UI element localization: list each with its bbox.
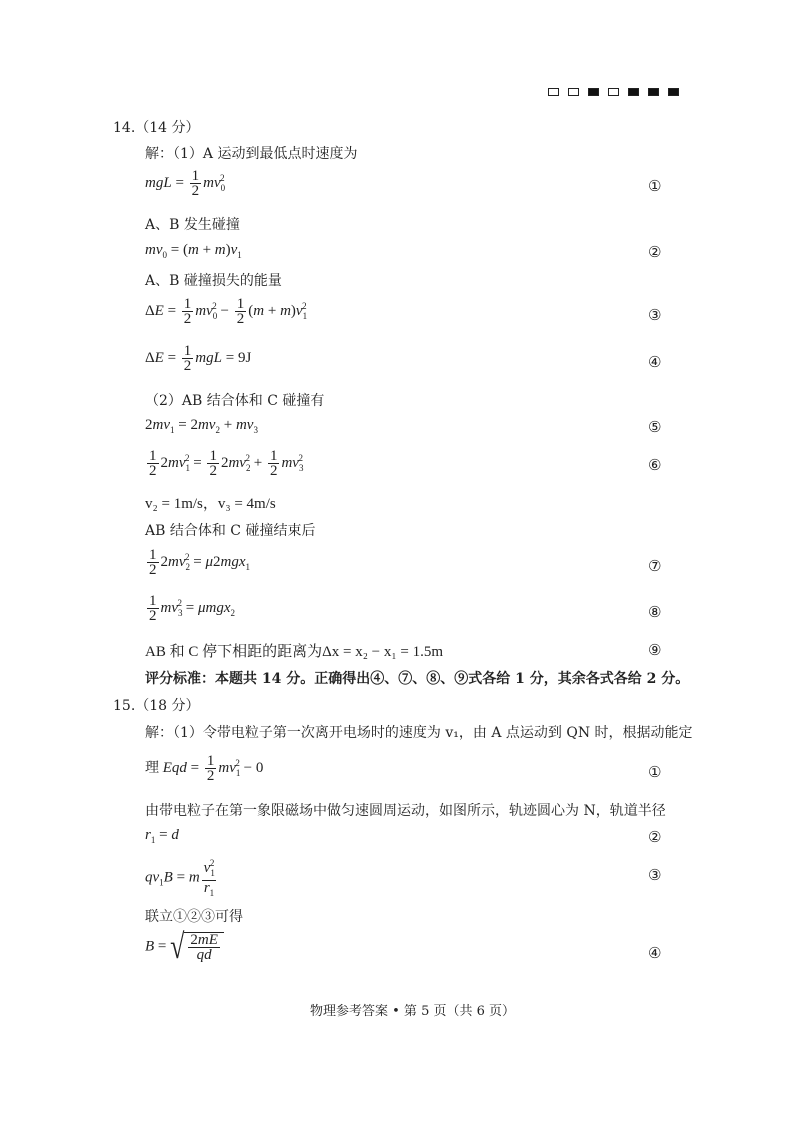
mark-14-4: ④ bbox=[648, 353, 662, 371]
mark-15-2: ② bbox=[648, 828, 662, 846]
mark-14-8: ⑧ bbox=[648, 603, 662, 621]
eq14-4: ΔE = $\frac{1}{2}$ mgL = 9J bbox=[145, 343, 252, 374]
eq15-4: B = √ $\frac{2mE}{qd}$ bbox=[145, 932, 224, 962]
mark-15-4: ④ bbox=[648, 944, 662, 962]
page-footer: 物理参考答案 • 第 5 页（共 6 页） bbox=[310, 1004, 516, 1019]
mark-14-6: ⑥ bbox=[648, 456, 662, 474]
square-7 bbox=[668, 88, 679, 96]
mark-15-1: ① bbox=[648, 763, 662, 781]
eq14-3: ΔE = $\frac{1}{2}$ $mv_0^2$ − $\frac{1}{2}$ $(m + m)v_1^2$ bbox=[145, 296, 308, 327]
eq14-1: mgL = $\frac{1}{2}$ $mv_0^2$ bbox=[145, 168, 226, 199]
square-5 bbox=[628, 88, 639, 96]
eq14-5: $2mv_1 = 2mv_2 + mv_3$ bbox=[145, 417, 258, 435]
square-1 bbox=[548, 88, 559, 96]
q14-part1-intro: 解：（1）A 运动到最低点时速度为 bbox=[145, 146, 358, 162]
mark-14-9: ⑨ bbox=[648, 641, 662, 659]
mark-15-3: ③ bbox=[648, 866, 662, 884]
mark-14-7: ⑦ bbox=[648, 557, 662, 575]
mark-14-5: ⑤ bbox=[648, 418, 662, 436]
eq14-8: $\frac{1}{2}$ $mv_3^2 = \mu mgx_2$ bbox=[149, 593, 235, 624]
eq14-7: $\frac{1}{2}$ $2mv_2^2 = \mu 2mgx_1$ bbox=[149, 547, 250, 578]
mark-14-3: ③ bbox=[648, 306, 662, 324]
eq14-6: $\frac{1}{2}$ $2mv_1^2$ = $\frac{1}{2}$ $2mv_2^2$ + $\frac{1}{2}$ $mv_3^2$ bbox=[149, 448, 304, 479]
q14-ab-collide: A、B 发生碰撞 bbox=[145, 217, 240, 233]
square-6 bbox=[648, 88, 659, 96]
eq15-2: $r_1 = d$ bbox=[145, 827, 179, 845]
q14-after: AB 结合体和 C 碰撞结束后 bbox=[145, 523, 316, 539]
q15-title: 15.（18 分） bbox=[113, 698, 200, 714]
q14-velocities: v₂ = 1m/s，v₃ = 4m/s bbox=[145, 496, 276, 512]
q14-part2-intro: （2）AB 结合体和 C 碰撞有 bbox=[145, 393, 325, 409]
square-3 bbox=[588, 88, 599, 96]
q14-title: 14.（14 分） bbox=[113, 120, 200, 136]
mark-14-1: ① bbox=[648, 177, 662, 195]
square-2 bbox=[568, 88, 579, 96]
q14-ab-loss: A、B 碰撞损失的能量 bbox=[145, 273, 282, 289]
q14-scoring: 评分标准：本题共 14 分。正确得出④、⑦、⑧、⑨式各给 1 分，其余各式各给 2 分。 bbox=[145, 671, 690, 687]
q15-circle-text: 由带电粒子在第一象限磁场中做匀速圆周运动，如图所示，轨迹圆心为 N，轨道半径 bbox=[145, 803, 666, 819]
eq14-2: $mv_0 = (m + m)v_1$ bbox=[145, 242, 242, 260]
eq15-1: 理 Eqd = $\frac{1}{2}$ $mv_1^2 - 0$ bbox=[145, 753, 264, 784]
q15-combine: 联立①②③可得 bbox=[145, 909, 243, 925]
q14-distance: AB 和 C 停下相距的距离为Δx = x₂ − x₁ = 1.5m bbox=[145, 644, 443, 660]
q15-part1-line1: 解：（1）令带电粒子第一次离开电场时的速度为 v₁，由 A 点运动到 QN 时，根据动能定 bbox=[145, 725, 693, 741]
square-4 bbox=[608, 88, 619, 96]
mark-14-2: ② bbox=[648, 243, 662, 261]
q15-part1-line2-prefix: 理 bbox=[145, 760, 159, 776]
eq15-3: $qv_1B = m$ $\frac{v_1^2}{r_1}$ bbox=[145, 858, 215, 898]
